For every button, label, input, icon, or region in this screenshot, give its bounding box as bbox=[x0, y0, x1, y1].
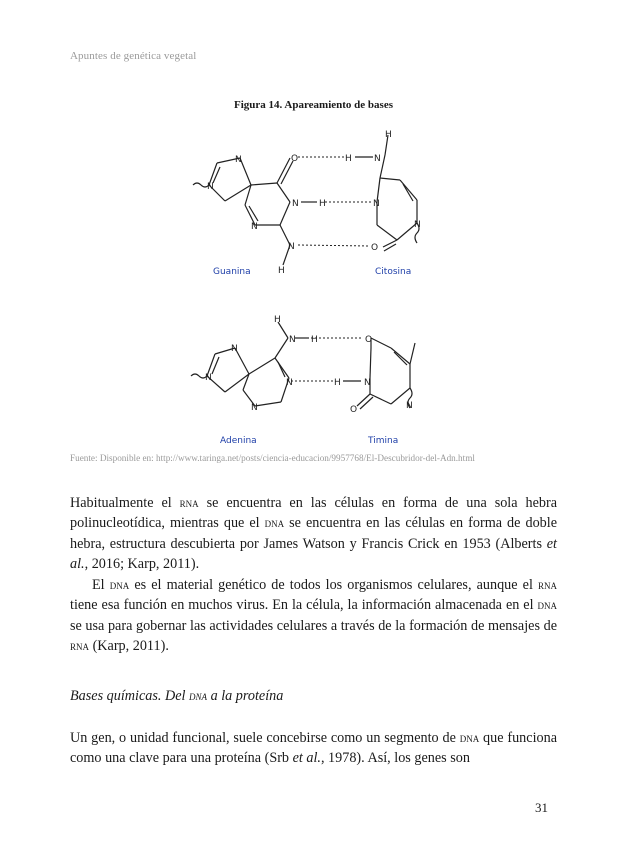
figure-source: Fuente: Disponible en: http://www.taringa.net/posts/ciencia-educacion/9957768/El-Descubridor-del-Adn.html bbox=[70, 453, 475, 463]
at-pair-diagram bbox=[185, 308, 435, 448]
svg-text:O: O bbox=[371, 243, 379, 253]
page-number: 31 bbox=[535, 800, 548, 815]
cytosine-label: Citosina bbox=[375, 267, 412, 277]
svg-text:H: H bbox=[319, 199, 326, 209]
svg-text:N: N bbox=[288, 242, 295, 252]
svg-text:O: O bbox=[291, 154, 299, 164]
svg-text:O: O bbox=[365, 335, 373, 345]
svg-text:N: N bbox=[374, 154, 381, 164]
svg-text:N: N bbox=[289, 335, 296, 345]
svg-text:O: O bbox=[350, 405, 358, 415]
svg-text:H: H bbox=[385, 130, 392, 140]
svg-text:N: N bbox=[205, 373, 212, 383]
svg-text:N: N bbox=[364, 378, 371, 388]
guanine-label: Guanina bbox=[213, 267, 251, 277]
adenine-label: Adenina bbox=[220, 436, 257, 446]
thymine-label: Timina bbox=[368, 436, 399, 446]
svg-text:H: H bbox=[334, 378, 341, 388]
svg-text:H: H bbox=[345, 154, 352, 164]
svg-text:H: H bbox=[274, 315, 281, 325]
svg-text:H: H bbox=[311, 335, 318, 345]
gc-pair-diagram bbox=[185, 125, 435, 285]
svg-text:N: N bbox=[286, 378, 293, 388]
svg-text:N: N bbox=[373, 199, 380, 209]
svg-text:N: N bbox=[207, 182, 214, 192]
svg-text:N: N bbox=[231, 344, 238, 354]
paragraph-2: El dna es el material genético de todos los organismos celulares, aunque el rna tiene esa función en muchos virus. En la célula, la información almacenada en el dna se usa para gobernar las actividades celulares a través de la formación de mensajes de rna (Karp, 2011). bbox=[70, 577, 558, 655]
svg-text:N: N bbox=[414, 220, 421, 230]
svg-text:N: N bbox=[251, 403, 258, 413]
svg-text:N: N bbox=[406, 401, 413, 411]
svg-text:N: N bbox=[292, 199, 299, 209]
running-head: Apuntes de genética vegetal bbox=[70, 50, 197, 62]
svg-text:H: H bbox=[278, 266, 285, 276]
section-heading: Bases químicas. Del dna a la proteína bbox=[70, 688, 284, 704]
figure-caption: Figura 14. Apareamiento de bases bbox=[234, 99, 393, 111]
paragraph-1: Habitualmente el rna se encuentra en las células en forma de una sola hebra polinucleotídica, mientras que el dna se encuentra en las células en forma de doble hebra, estructura descubierta por James Watson y Francis Crick en 1953 (Alberts et al., 2016; Karp, 2011). bbox=[70, 495, 557, 573]
svg-text:N: N bbox=[251, 222, 258, 232]
paragraph-3: Un gen, o unidad funcional, suele concebirse como un segmento de dna que funciona como una clave para una proteína (Srb et al., 1978). Así, los genes son bbox=[70, 730, 557, 767]
svg-text:N: N bbox=[235, 155, 242, 165]
